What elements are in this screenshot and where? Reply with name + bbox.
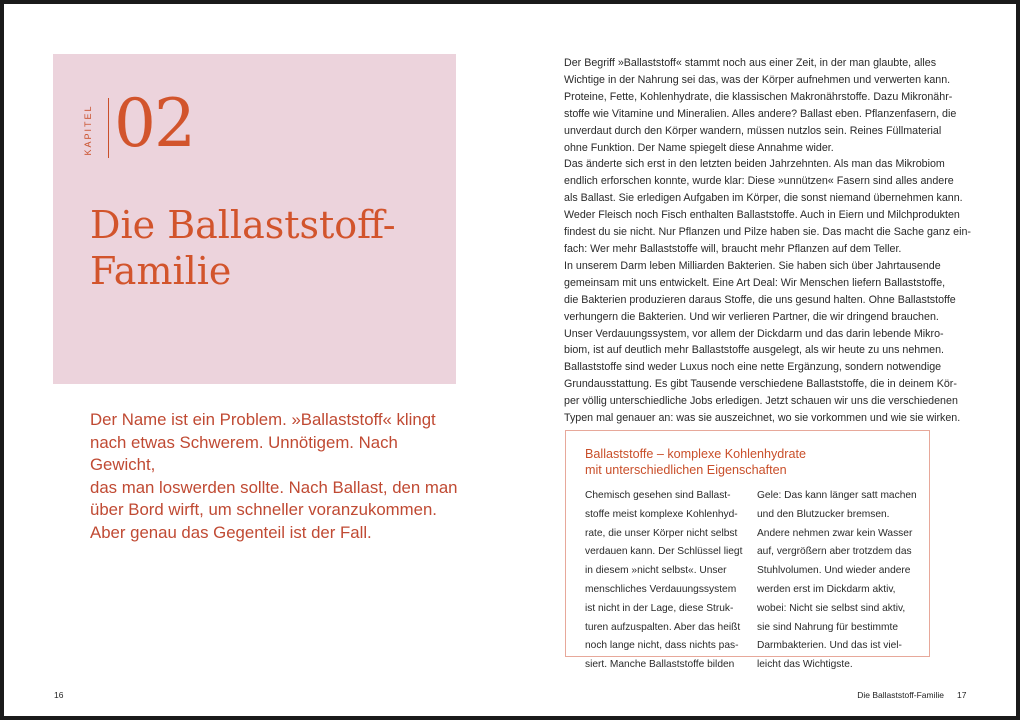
- info-line: menschliches Verdauungssystem: [585, 583, 737, 595]
- body-line: Typen mal genauer an: was sie auszeichnet, wo sie vorkommen und wie sie wirken.: [564, 412, 961, 425]
- intro-line: über Bord wirft, um schneller voranzukommen.: [90, 500, 437, 520]
- body-line: findest du sie nicht. Nur Pflanzen und Pilze haben sie. Das macht die Sache ganz ein-: [564, 226, 971, 239]
- body-line: per völlig unterschiedliche Jobs erledigen. Jetzt schauen wir uns die verschiedenen: [564, 395, 958, 408]
- info-line: Darmbakterien. Und das ist viel-: [757, 640, 902, 652]
- info-box: [565, 430, 930, 671]
- info-box-title-line: mit unterschiedlichen Eigenschaften: [585, 463, 787, 477]
- info-line: sie sind Nahrung für bestimmte: [757, 621, 898, 633]
- info-line: turen aufzuspalten. Aber das heißt: [585, 621, 741, 633]
- info-line: Gele: Das kann länger satt machen: [757, 490, 917, 501]
- intro-line: nach etwas Schwerem. Unnötigem. Nach Gewicht,: [90, 432, 398, 475]
- info-line: leicht das Wichtigste.: [757, 659, 853, 671]
- info-box-column-left: [585, 487, 745, 675]
- chapter-title-line: Die Ballaststoff-: [90, 203, 396, 247]
- body-line: unverdaut durch den Körper wandern, müssen nutzlos sein. Reines Füllmaterial: [564, 124, 942, 137]
- body-line: Der Begriff »Ballaststoff« stammt noch aus einer Zeit, in der man glaubte, alles: [564, 57, 937, 69]
- body-line: Das änderte sich erst in den letzten beiden Jahrzehnten. Als man das Mikrobiom: [564, 158, 945, 171]
- body-line: Grundausstattung. Es gibt Tausende verschiedene Ballaststoffe, die in deinem Kör-: [564, 378, 957, 391]
- body-text: [564, 55, 971, 427]
- chapter-title: [90, 202, 450, 294]
- body-line: gemeinsam mit uns entwickelt. Eine Art Deal: Wir Menschen liefern Ballaststoffe,: [564, 276, 946, 289]
- info-line: noch lange nicht, dass nichts pas-: [585, 640, 739, 652]
- info-line: wobei: Nicht sie selbst sind aktiv,: [757, 602, 906, 614]
- body-line: die Bakterien produzieren daraus Stoffe, die uns gesund halten. Ohne Ballaststoffe: [564, 293, 956, 306]
- intro-line: Aber genau das Gegenteil ist der Fall.: [90, 522, 372, 542]
- page-number-right: 17: [957, 690, 967, 700]
- chapter-number: 02: [114, 85, 194, 162]
- chapter-label: KAPITEL: [83, 104, 93, 156]
- info-line: Stuhlvolumen. Und wieder andere: [757, 565, 911, 577]
- info-line: stoffe meist komplexe Kohlenhyd-: [585, 508, 738, 520]
- body-line: Ballaststoffe sind weder Luxus noch eine nette Ergänzung, sondern notwendige: [564, 361, 942, 374]
- body-line: verhungern die Bakterien. Und wir verlieren Partner, die wir dringend brauchen.: [564, 310, 939, 323]
- intro-line: Der Name ist ein Problem. »Ballaststoff« klingt: [90, 410, 436, 429]
- body-line: als Ballast. Sie erledigen Aufgaben im Körper, die sonst niemand übernehmen kann.: [564, 192, 963, 205]
- info-line: auf, vergrößern aber trotzdem das: [757, 546, 912, 558]
- body-line: endlich erforschen konnte, wurde klar: Diese »unnützen« Fasern sind alles andere: [564, 175, 954, 188]
- body-line: stoffe wie Vitamine und Mineralien. Alles andere? Ballast eben. Pflanzenfasern, die: [564, 107, 957, 120]
- info-box-title: [585, 446, 915, 478]
- chapter-divider: [108, 98, 109, 158]
- page-number-left: 16: [54, 690, 64, 700]
- info-line: und den Blutzucker bremsen.: [757, 508, 890, 520]
- book-spread: [4, 4, 1016, 716]
- body-line: Weder Fleisch noch Fisch enthalten Ballaststoffe. Auch in Eiern und Milchprodukten: [564, 209, 960, 222]
- chapter-title-line: Familie: [90, 249, 232, 293]
- body-line: Proteine, Fette, Kohlenhydrate, die klassischen Makronährstoffe. Dazu Mikronähr-: [564, 90, 953, 103]
- info-line: Andere nehmen zwar kein Wasser: [757, 527, 913, 539]
- info-line: rate, die unser Körper nicht selbst: [585, 527, 738, 539]
- body-line: ohne Funktion. Der Name spiegelt diese Annahme wider.: [564, 141, 834, 154]
- info-line: in diesem »nicht selbst«. Unser: [585, 565, 727, 577]
- info-line: siert. Manche Ballaststoffe bilden: [585, 659, 735, 671]
- intro-paragraph: [90, 409, 465, 545]
- body-line: biom, ist auf deutlich mehr Ballaststoffe ausgelegt, als wir heute zu uns nehmen.: [564, 344, 945, 357]
- info-box-column-right: [757, 487, 917, 675]
- info-line: ist nicht in der Lage, diese Struk-: [585, 602, 734, 614]
- body-line: In unserem Darm leben Milliarden Bakterien. Sie haben sich über Jahrtausende: [564, 259, 941, 272]
- info-line: Chemisch gesehen sind Ballast-: [585, 490, 731, 501]
- body-line: fach: Wer mehr Ballaststoffe will, braucht mehr Pflanzen auf dem Teller.: [564, 242, 902, 255]
- running-head: Die Ballaststoff-Familie: [857, 690, 944, 700]
- intro-line: das man loswerden sollte. Nach Ballast, den man: [90, 477, 458, 497]
- body-line: Wichtige in der Nahrung sei das, was der Körper aufnehmen und verwerten kann.: [564, 73, 951, 86]
- body-line: Unser Verdauungssystem, vor allem der Dickdarm und das darin lebende Mikro-: [564, 327, 944, 340]
- info-line: werden erst im Dickdarm aktiv,: [757, 583, 896, 595]
- info-line: verdauen kann. Der Schlüssel liegt: [585, 546, 743, 558]
- info-box-title-line: Ballaststoffe – komplexe Kohlenhydrate: [585, 447, 806, 461]
